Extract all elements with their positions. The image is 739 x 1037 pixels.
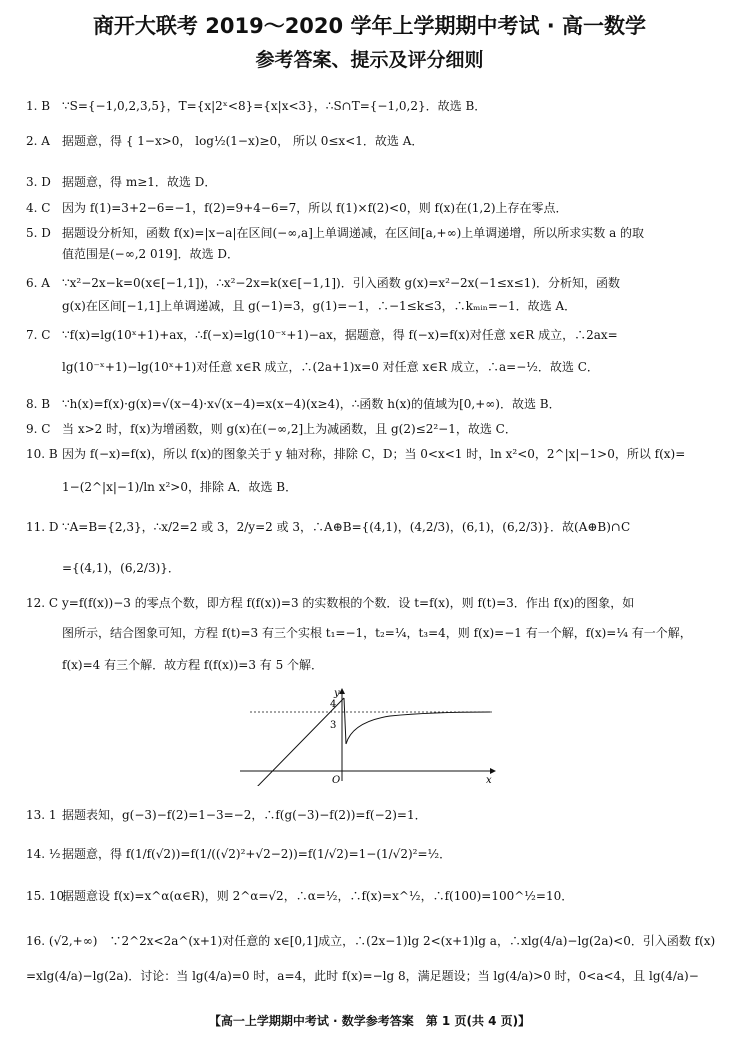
x-axis-label: x: [486, 775, 492, 786]
answer-text: ∵x²−2x−k=0(x∈[−1,1])，∴x²−2x=k(x∈[−1,1])．引入函数 g(x)=x²−2x(−1≤x≤1)．分析知，函数: [62, 276, 620, 290]
answer-number: 4. C: [26, 201, 51, 215]
answer-8: [26, 396, 716, 412]
answer-1: [26, 98, 716, 114]
answer-6-cont: g(x)在区间[−1,1]上单调递减，且 g(−1)=3，g(1)=−1，∴−1≤k≤3，∴kₘᵢₙ=−1．故选 A．: [62, 299, 577, 313]
left-linear-branch: [252, 698, 344, 786]
tick-label-4: 4: [330, 699, 337, 710]
answer-text: 当 x>2 时，f(x)为增函数，则 g(x)在(−∞,2]上为减函数，且 g(2)≤2²−1，故选 C．: [62, 422, 517, 436]
answer-text: 据题意设 f(x)=x^α(α∈R)，则 2^α=√2，∴α=½，∴f(x)=x^½，∴f(100)=100^½=10．: [62, 889, 574, 903]
answer-12: [26, 595, 716, 611]
answer-4: [26, 200, 716, 216]
answer-number: 6. A: [26, 276, 50, 290]
answer-number: 16. (√2,+∞): [26, 934, 98, 948]
answer-number: 14. ½: [26, 847, 61, 861]
answer-number: 9. C: [26, 422, 51, 436]
answer-text: ∵f(x)=lg(10ˣ+1)+ax，∴f(−x)=lg(10⁻ˣ+1)−ax，据题意，得 f(−x)=f(x)对任意 x∈R 成立，∴2ax=: [62, 328, 618, 342]
answer-number: 13. 1: [26, 808, 57, 822]
y-axis-label: y: [334, 688, 340, 699]
answer-3: [26, 174, 716, 190]
answer-5: [26, 225, 716, 241]
answer-14: [26, 846, 716, 862]
answer-text: ∵h(x)=f(x)·g(x)=√(x−4)·x√(x−4)=x(x−4)(x≥4)，∴函数 h(x)的值域为[0,+∞)．故选 B．: [62, 397, 561, 411]
answer-text: 据题意，得 f(1/f(√2))=f(1/((√2)²+√2−2))=f(1/√2)=1−(1/√2)²=½．: [62, 847, 452, 861]
answer-number: 2. A: [26, 134, 50, 148]
answer-text: ∵S={−1,0,2,3,5}，T={x|2ˣ<8}={x|x<3}，∴S∩T={−1,0,2}．故选 B．: [62, 99, 487, 113]
answer-text: y=f(f(x))−3 的零点个数，即方程 f(f(x))=3 的实数根的个数．设 t=f(x)，则 f(t)=3．作出 f(x)的图象，如: [62, 596, 635, 610]
answer-5-cont: 值范围是(−∞,2 019]．故选 D．: [62, 247, 240, 261]
answer-number: 15. 10: [26, 889, 65, 903]
function-graph: [240, 686, 500, 786]
answer-number: 1. B: [26, 99, 51, 113]
answer-11-cont: ={(4,1)，(6,2/3)}．: [62, 561, 180, 575]
page-subtitle: 参考答案、提示及评分细则: [255, 49, 484, 71]
answer-number: 8. B: [26, 397, 51, 411]
answer-text: 据题设分析知，函数 f(x)=|x−a|在区间(−∞,a]上单调递减，在区间[a,+∞)上单调递增，所以所求实数 a 的取: [62, 226, 645, 240]
answer-text: ∵A=B={2,3}，∴x/2=2 或 3，2/y=2 或 3，∴A⊕B={(4,1)，(4,2/3)，(6,1)，(6,2/3)}．故(A⊕B)∩C: [62, 520, 631, 534]
answer-12-cont2: f(x)=4 有三个解．故方程 f(f(x))=3 有 5 个解．: [62, 658, 324, 672]
answer-2: [26, 133, 716, 149]
answer-number: 10. B: [26, 447, 58, 461]
answer-number: 11. D: [26, 520, 59, 534]
answer-text: 据题表知，g(−3)−f(2)=1−3=−2，∴f(g(−3)−f(2))=f(−2)=1．: [62, 808, 427, 822]
answer-6: [26, 275, 716, 291]
answer-text: ∵2^2x<2a^(x+1)对任意的 x∈[0,1]成立，∴(2x−1)lg 2<(x+1)lg a，∴xlg(4/a)−lg(2a)<0．引入函数 f(x): [109, 934, 716, 948]
answer-16: [26, 933, 716, 949]
answer-text: 因为 f(1)=3+2−6=−1，f(2)=9+4−6=7，所以 f(1)×f(2)<0，则 f(x)在(1,2)上存在零点．: [62, 201, 568, 215]
answer-10-cont: 1−(2^|x|−1)/ln x²>0，排除 A．故选 B．: [62, 480, 298, 494]
answer-number: 3. D: [26, 175, 51, 189]
answer-7-cont: lg(10⁻ˣ+1)−lg(10ˣ+1)对任意 x∈R 成立，∴(2a+1)x=0 对任意 x∈R 成立，∴a=−½．故选 C．: [62, 360, 599, 374]
x-axis-arrow: [490, 768, 496, 774]
answer-text: 据题意，得 { 1−x>0， log½(1−x)≥0， 所以 0≤x<1．故选 A．: [62, 134, 424, 148]
right-curve-branch: [346, 712, 490, 744]
answer-9: [26, 421, 716, 437]
answer-7: [26, 327, 716, 343]
vertical-segment: [344, 698, 346, 744]
answer-number: 7. C: [26, 328, 51, 342]
tick-label-3: 3: [330, 720, 337, 731]
answer-10: [26, 446, 716, 462]
y-axis-arrow: [339, 688, 345, 694]
answer-12-cont1: 图所示，结合图象可知，方程 f(t)=3 有三个实根 t₁=−1，t₂=¼，t₃=4，则 f(x)=−1 有一个解，f(x)=¼ 有一个解，: [62, 626, 692, 640]
answer-11: [26, 519, 716, 535]
answer-16-cont: =xlg(4/a)−lg(2a)．讨论：当 lg(4/a)=0 时，a=4，此时 f(x)=−lg 8，满足题设；当 lg(4/a)>0 时，0<a<4，且 lg(4/a)−: [26, 969, 699, 983]
answer-text: 因为 f(−x)=f(x)，所以 f(x)的图象关于 y 轴对称，排除 C，D；当 0<x<1 时，ln x²<0，2^|x|−1>0，所以 f(x)=: [62, 447, 686, 461]
page-footer: 【高一上学期期中考试 · 数学参考答案 第 1 页(共 4 页)】: [208, 1014, 531, 1028]
page-title: 商开大联考 2019～2020 学年上学期期中考试 · 高一数学: [92, 14, 647, 38]
answer-text: 据题意，得 m≥1．故选 D．: [62, 175, 217, 189]
answer-13: [26, 807, 716, 823]
answer-number: 12. C: [26, 596, 59, 610]
origin-label: O: [332, 775, 341, 786]
answer-number: 5. D: [26, 226, 51, 240]
answer-15: [26, 888, 716, 904]
